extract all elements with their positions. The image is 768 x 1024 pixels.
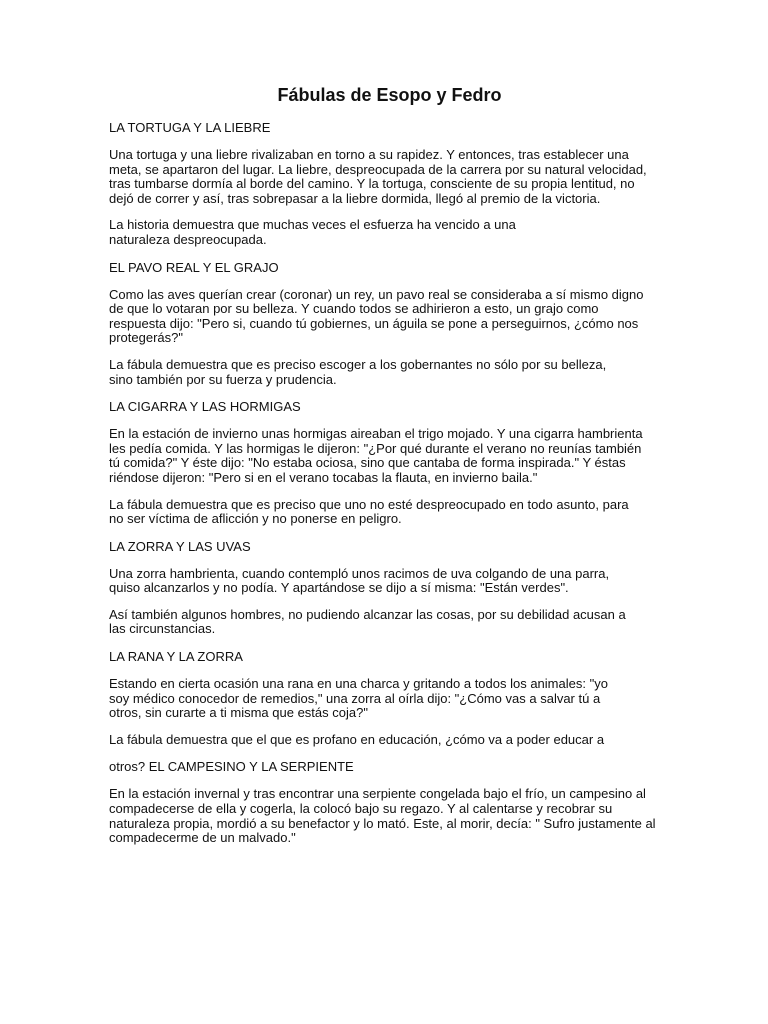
fable-paragraph: Estando en cierta ocasión una rana en una charca y gritando a todos los animales: "yo soy médico conocedor de remedios," una zorra al oírla dijo: "¿Cómo vas a salvar tú a otros, sin curarte a ti misma que estás coja?" <box>109 676 608 721</box>
fable-moral: Así también algunos hombres, no pudiendo alcanzar las cosas, por su debilidad acusan a las circunstancias. <box>109 606 626 637</box>
fable-paragraph: En la estación de invierno unas hormigas aireaban el trigo mojado. Y una cigarra hambrienta les pedía comida. Y las hormigas le dijeron: "¿Por qué durante el verano no reunías también tú comida?" Y éste dijo: "No estaba ociosa, sino que cantaba de forma inspirada." Y éstas riéndose dijeron: "Pero si en el verano tocabas la flauta, en invierno baila." <box>109 426 643 485</box>
fable-heading: LA RANA Y LA ZORRA <box>109 649 243 665</box>
fable-section-pavo-real-grajo <box>109 260 656 388</box>
fable-paragraph: Una tortuga y una liebre rivalizaban en torno a su rapidez. Y entonces, tras establecer una meta, se apartaron del lugar. La liebre, despreocupada de la carrera por su natural velocidad, tras tumbarse dormía al borde del camino. Y la tortuga, consciente de su propia lentitud, no dejó de correr y así, tras sobrepasar a la liebre dormida, llegó al premio de la victoria. <box>109 147 647 206</box>
fable-paragraph: En la estación invernal y tras encontrar una serpiente congelada bajo el frío, un campesino al compadecerse de ella y cogerla, la colocó bajo su regazo. Y al calentarse y recobrar su naturaleza propia, mordió a su benefactor y lo mató. Este, al morir, decía: " Sufro justamente al compadecerme de un malvado." <box>109 786 656 846</box>
fable-moral: La fábula demuestra que es preciso escoger a los gobernantes no sólo por su belleza, sino también por su fuerza y prudencia. <box>109 356 607 387</box>
fable-moral: La fábula demuestra que es preciso que uno no esté despreocupado en todo asunto, para no ser víctima de aflicción y no ponerse en peligro. <box>109 496 629 527</box>
fable-heading: LA CIGARRA Y LAS HORMIGAS <box>109 399 301 415</box>
fable-section-rana-zorra <box>109 649 656 747</box>
fable-section-campesino-serpiente <box>109 759 656 845</box>
fable-section-zorra-uvas <box>109 539 656 637</box>
fable-heading: LA TORTUGA Y LA LIEBRE <box>109 120 271 135</box>
fable-paragraph: Como las aves querían crear (coronar) un rey, un pavo real se consideraba a sí mismo digno de que lo votaran por su belleza. Y cuando todos se adhirieron a esto, un grajo como respuesta dijo: "Pero si, cuando tú gobiernes, un águila se pone a perseguirnos, ¿cómo nos protegerás?" <box>109 286 644 346</box>
fable-section-tortuga-liebre <box>109 120 656 248</box>
fable-moral: La fábula demuestra que el que es profano en educación, ¿cómo va a poder educar a <box>109 731 605 747</box>
fable-heading: EL PAVO REAL Y EL GRAJO <box>109 259 279 275</box>
fable-heading: otros? EL CAMPESINO Y LA SERPIENTE <box>109 759 354 775</box>
fable-paragraph: Una zorra hambrienta, cuando contempló unos racimos de uva colgando de una parra, quiso alcanzarlos y no podía. Y apartándose se dijo a sí misma: "Están verdes". <box>109 565 610 596</box>
fable-moral: La historia demuestra que muchas veces el esfuerza ha vencido a una naturaleza despreocupada. <box>109 217 516 247</box>
fable-heading: LA ZORRA Y LAS UVAS <box>109 538 251 554</box>
document-title: Fábulas de Esopo y Fedro <box>277 85 502 105</box>
fable-section-cigarra-hormigas <box>109 399 656 527</box>
